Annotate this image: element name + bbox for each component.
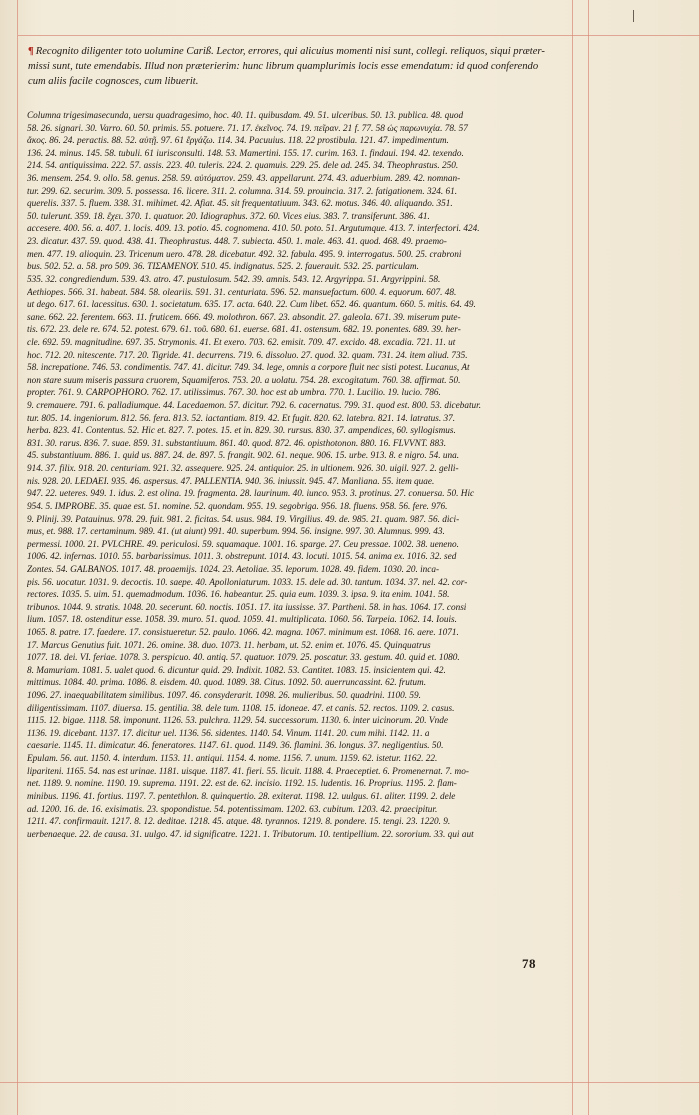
index-text-line: diligentissimam. 1107. diuersa. 15. gentilia. 38. dele tum. 1108. 15. idoneae. 47. et canis. 52. rectos. 1109. 2. casus. <box>27 703 455 714</box>
index-text-line: querelis. 337. 5. fluem. 338. 31. mihimet. 42. Afiat. 45. sit frequentatiuum. 343. 62. motus. 346. 40. aliquando. 351. <box>27 199 453 210</box>
index-text-line: 1006. 42. infernas. 1010. 55. barbarissimus. 1011. 3. obstrepunt. 1014. 43. locuti. 1015. 54. anima ex. 1016. 32. sed <box>27 552 457 563</box>
index-text-line: 214. 54. antiquissima. 222. 57. assis. 223. 40. tuleris. 224. 2. quamuis. 229. 25. dele ad. 245. 34. Theophrastus. 250. <box>27 161 459 172</box>
index-text-line: 947. 22. ueteres. 949. 1. idus. 2. est olina. 19. fragmenta. 28. laurinum. 40. iunco. 953. 3. protinus. 27. conuersa. 50. Hic <box>27 489 475 500</box>
index-text-line: hoc. 712. 20. nitescente. 717. 20. Tigride. 41. decurrens. 719. 6. dissoluo. 27. quod. 32. quam. 731. 24. item aliud. 735. <box>27 350 468 361</box>
index-text-line: 8. Mamuriam. 1081. 5. ualet quod. 6. dicuntur quid. 29. Indixit. 1082. 53. Cantitet. 1083. 15. insicientem qui. 42. <box>27 665 446 676</box>
errata-text-line: ¶ Recognito diligenter toto uolumine Cariß. Lector, errores, qui alicuius momenti nisi sunt, collegi. reliquos, siqui præter- <box>28 46 545 57</box>
index-text-line: net. 1189. 9. nomine. 1190. 19. suprema. 1191. 22. est de. 62. incisio. 1192. 15. ludentis. 16. Proprius. 1195. 2. flam- <box>27 779 457 790</box>
index-text-line: accesere. 400. 56. a. 407. 1. locis. 409. 13. potio. 45. cognomena. 410. 50. poto. 51. Argutumque. 413. 7. interfectori. 424. <box>27 224 480 235</box>
index-text-line: herba. 823. 41. Contentus. 52. Hic et. 827. 7. potes. 15. et in. 829. 30. rursus. 830. 37. ampendices, 60. syllogismus. <box>27 426 456 437</box>
index-text-line: rectores. 1035. 5. uim. 51. quemadmodum. 1036. 16. habeantur. 25. quia eum. 1039. 3. ipsa. 9. ita enim. 1041. 58. <box>27 590 450 601</box>
index-text-line: tis. 672. 23. dele re. 674. 52. potest. 679. 61. τοῦ. 680. 61. euerse. 681. 41. ostensum. 682. 19. ponentes. 689. 39. her- <box>27 325 461 336</box>
index-text-line: ad. 1200. 16. de. 16. exisimatis. 23. spopondistue. 54. potentissimam. 1202. 63. cubitum. 1203. 42. praecipitur. <box>27 804 438 815</box>
index-text-line: 1065. 8. patre. 17. faedere. 17. consistueretur. 52. paulo. 1066. 42. magna. 1067. minimum est. 1068. 16. aere. 1071. <box>27 627 459 638</box>
index-text-line: 1136. 19. dicebant. 1137. 17. dicitur uel. 1136. 56. sidentes. 1140. 54. Vinum. 1141. 20. cum mihi. 1142. 11. a <box>27 728 430 739</box>
index-text-line: 1096. 27. inaequabilitatem similibus. 1097. 46. consyderarit. 1098. 26. mulieribus. 50. quadrini. 1100. 59. <box>27 691 421 702</box>
index-text-line: mus, et. 988. 17. certaminum. 989. 41. (ut aiunt) 991. 40. superbum. 994. 56. insigne. 997. 30. Alumnus. 999. 43. <box>27 527 445 538</box>
index-text-line: Columna trigesimasecunda, uersu quadragesimo, hoc. 40. 11. quibusdam. 49. 51. ulceribus. 50. 13. publica. 48. quod <box>27 111 464 121</box>
index-text-line: Epulam. 56. aut. 1150. 4. interdum. 1153. 11. antiqui. 1154. 4. nome. 1156. 7. unum. 1159. 62. istetur. 1162. 22. <box>27 754 438 765</box>
index-text-line: 914. 37. filix. 918. 20. centuriam. 921. 32. assequere. 925. 24. antiquior. 25. in ultionem. 926. 30. uigil. 927. 2. gelli- <box>27 464 459 475</box>
rubric-paragraph-mark: ¶ <box>28 46 34 57</box>
index-text-line: Zontes. 54. GALBANOS. 1017. 48. proaemijs. 1024. 23. Aetoliae. 35. leporum. 1028. 49. fidem. 1030. 20. inca- <box>27 564 440 575</box>
index-text-line: bus. 502. 52. a. 58. pro 509. 36. ΤΙΣΑΜΕΝΟΥ. 510. 45. indignatus. 525. 2. fauerauit. 532. 25. particulam. <box>27 262 419 273</box>
index-text-line: 831. 30. rarus. 836. 7. suae. 859. 31. substantiuum. 861. 40. quod. 872. 46. opisthotonon. 880. 16. FLVVNT. 883. <box>27 438 447 449</box>
index-text-line: ut dego. 617. 61. lacessitus. 630. 1. societatum. 635. 17. acta. 640. 22. Cum libet. 652. 46. quantum. 660. 5. mitis. 64. 49. <box>27 300 476 311</box>
index-text-line: 50. tulerunt. 359. 18. ἔχει. 370. 1. quatuor. 20. Idiographus. 372. 60. Vices eius. 383. 7. transiferunt. 386. 41. <box>27 211 430 222</box>
index-text-line: 45. substantiuum. 886. 1. quid us. 887. 24. de. 897. 5. frangit. 902. 61. neque. 906. 15. urbe. 913. 8. e nigro. 54. una. <box>27 451 460 462</box>
index-text-line: 1211. 47. confirmauit. 1217. 8. 12. deditae. 1218. 45. atque. 48. tyrannos. 1219. 8. pondere. 15. tengi. 23. 1220. 9. <box>27 817 451 828</box>
index-text-line: pis. 56. uocatur. 1031. 9. decoctis. 10. saepe. 40. Apolloniaturum. 1033. 15. dele ad. 30. tantum. 1034. 37. nel. 42. cor- <box>27 577 468 588</box>
index-text-line: uerbenaeque. 22. de causa. 31. uulgo. 47. id significatre. 1221. 1. Tributorum. 10. tentipellium. 22. sororium. 33. qui aut <box>27 829 474 840</box>
page-number: 78 <box>522 956 536 971</box>
index-text-line: 9. Plinij. 39. Patauinus. 978. 29. fuit. 981. 2. ficitas. 54. usus. 984. 19. Virgilius. 49. de. 985. 21. quam. 987. 56. dici- <box>27 514 460 525</box>
errata-index-block <box>27 110 575 841</box>
margin-guide-top <box>18 35 700 36</box>
errata-text-line: missi sunt, tute emendabis. Illud non præterierim: hunc librum quamplurimis locis esse emendatum: id quod conferendo <box>28 61 539 73</box>
index-text-line: tribunos. 1044. 9. stratis. 1048. 20. secerunt. 60. noctis. 1051. 17. ita iussisse. 37. Partheni. 58. in has. 1064. 17. consi <box>27 602 467 613</box>
index-text-line: caesarie. 1145. 11. dimicatur. 46. feneratores. 1147. 61. quod. 1149. 36. flamini. 36. longus. 37. negligentius. 50. <box>27 741 444 752</box>
index-text-line: 136. 24. minus. 145. 58. tubuli. 61 iurisconsulti. 148. 53. Mamertini. 155. 17. curim. 163. 1. findaui. 194. 42. texendo. <box>27 148 464 159</box>
index-text-line: nis. 928. 20. LEDAEI. 935. 46. aspersus. 47. PALLENTIA. 940. 36. iniussit. 945. 47. Manliana. 55. item quae. <box>27 476 435 487</box>
index-text-line: 58. 26. signari. 30. Varro. 60. 50. primis. 55. potuere. 71. 17. ἐκεῖνος. 74. 19. πεῖραν. 21 f. 77. 58 ὡς παρωνυχία. 78. 57 <box>27 123 468 134</box>
index-text-line: 954. 5. IMPROBE. 35. quae est. 51. nomine. 52. quondam. 955. 19. segobriga. 956. 18. fluens. 958. 56. fere. 976. <box>27 501 448 512</box>
index-text-line: sane. 662. 22. ferentem. 663. 11. fruticem. 666. 49. molothron. 667. 23. absondit. 27. galeola. 671. 39. miserum pute- <box>27 312 461 323</box>
page-edge-mark <box>633 10 634 22</box>
index-text-line: non stare suum miseris passura cruorem, Squamiferos. 753. 20. a uolatu. 754. 28. excogitatum. 760. 38. affirmat. 50. <box>27 375 461 386</box>
index-text-line: mittimus. 1084. 40. prima. 1086. 8. eisdem. 40. quod. 1089. 38. Citus. 1092. 50. auerruncassint. 62. frutum. <box>27 678 427 689</box>
index-text-line: 23. dicatur. 437. 59. quod. 438. 41. Theophrastus. 448. 7. subiecta. 450. 1. male. 463. 41. quod. 468. 49. praemo- <box>27 237 447 248</box>
index-text-line: 36. mensem. 254. 9. ollo. 58. genus. 258. 59. αὐτόματον. 259. 43. appellarunt. 274. 43. aduerbium. 289. 42. nomnan- <box>27 174 461 185</box>
index-text-line: 9. cremauere. 791. 6. palladiumque. 44. Lacedaemon. 57. dicitur. 792. 6. cacernatus. 799. 31. quod est. 800. 53. dicebatur. <box>27 401 482 412</box>
index-text-line: tur. 805. 14. ingeniorum. 812. 56. fera. 813. 52. iactantiam. 819. 42. Et fugit. 820. 62. latebra. 821. 14. latratus. 37. <box>27 413 456 424</box>
index-text-line: 1077. 18. dei. VI. feriae. 1078. 3. perspicuo. 40. antiq. 57. quatuor. 1079. 25. poscatur. 33. gestum. 40. quid et. 1080. <box>27 653 460 664</box>
index-text-line: propter. 761. 9. CARPOPHORO. 762. 17. utilissimus. 767. 30. hoc est ab umbra. 770. 1. Lucilio. 19. lucio. 786. <box>27 388 441 399</box>
index-text-line: ἄκος. 86. 24. peractis. 88. 52. αὐτῇ. 97. 61 ἔργάζω. 114. 34. Pacuuius. 118. 22 prostibula. 121. 47. impedimentum. <box>27 136 449 147</box>
index-text-line: 17. Marcus Genutius fuit. 1071. 26. omine. 38. duo. 1073. 11. herbam, ut. 52. enim et. 1076. 45. Quinquatrus <box>27 640 431 651</box>
index-text-line: 535. 32. congrediendum. 539. 43. atro. 47. pustulosum. 542. 39. amnis. 543. 12. Argyrippa. 51. Argyrippini. 58. <box>27 274 441 285</box>
index-text-line: lipariteni. 1165. 54. nas est urinae. 1181. uisque. 1187. 41. fieri. 55. licuit. 1188. 4. Praeceptiet. 6. Promenernat. 7. mo- <box>27 766 469 777</box>
index-text-line: lium. 1057. 18. ostenditur esse. 1058. 39. muro. 51. quod. 1059. 41. multiplicata. 1060. 56. Tarpeia. 1062. 14. Iouis. <box>27 615 457 626</box>
index-text-line: cle. 692. 59. magnitudine. 697. 35. Strymonis. 41. Et exero. 703. 62. emisit. 709. 47. excido. 48. excadia. 721. 11. ut <box>27 337 456 348</box>
index-text-line: minibus. 1196. 41. fortius. 1197. 7. pentethlon. 8. quinquertio. 28. exiterat. 1198. 12. uulgus. 61. aliter. 1199. 2. dele <box>27 791 456 802</box>
margin-guide-bottom <box>0 1082 700 1083</box>
errata-paragraph <box>28 44 576 90</box>
index-text-line: tur. 299. 62. securim. 309. 5. possessa. 16. licere. 311. 2. columna. 314. 59. prouincia. 317. 2. fatigationem. 324. 61. <box>27 186 458 197</box>
index-text-line: permessi. 1000. 21. PVLCHRE. 49. periculosi. 59. squamaque. 1001. 16. sparge. 27. Ceu pressae. 1002. 38. ueneno. <box>27 539 459 550</box>
index-text-line: 58. increpatione. 746. 53. condimentis. 747. 41. dicitur. 749. 34. lege, omnis a corpore fluit nec sisti potest. Lucanus, At <box>27 363 470 374</box>
index-text-line: men. 477. 19. alioquin. 23. Tricenum uero. 478. 28. dicebatur. 492. 32. fabula. 495. 9. interrogatus. 500. 25. crabroni <box>27 249 462 260</box>
index-text-line: Aethiopes. 566. 31. habeat. 584. 58. oleariis. 591. 31. centuriata. 596. 52. mansuefactum. 600. 4. equorum. 607. 48. <box>27 287 457 298</box>
margin-guide-left <box>17 0 18 1115</box>
index-text-line: 1115. 12. bigae. 1118. 58. imponunt. 1126. 53. pulchra. 1129. 54. successorum. 1130. 6. inter uicinorum. 20. Vnde <box>27 716 448 727</box>
errata-text-line: cum aliis facile cognosces, cum libuerit. <box>28 76 199 88</box>
margin-guide-right-middle <box>588 0 589 1115</box>
